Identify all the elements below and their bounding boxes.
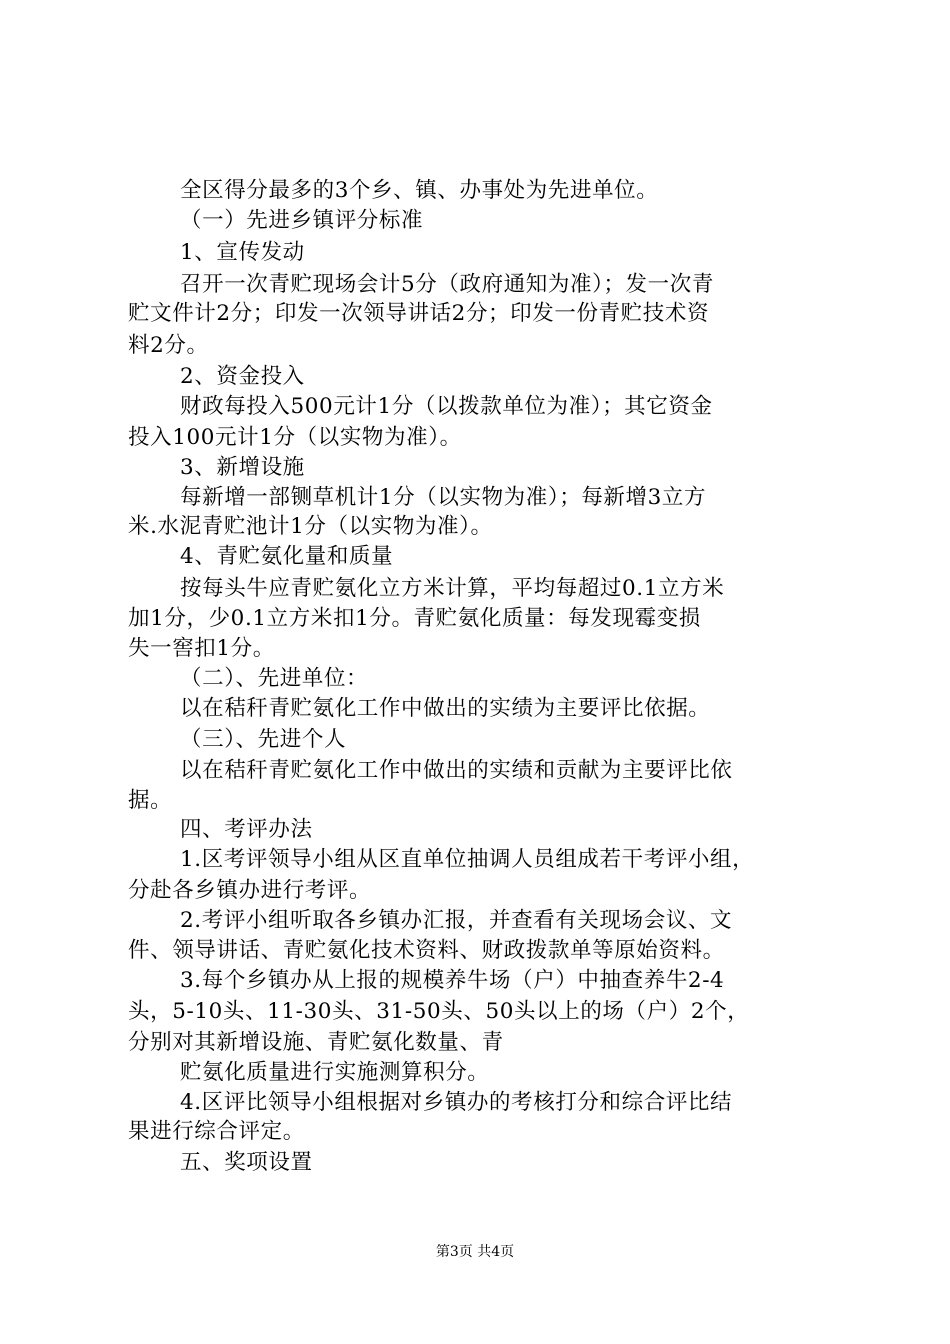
body-line: 投入100元计1分（以实物为准）。 bbox=[128, 425, 462, 450]
body-line: 料2分。 bbox=[128, 333, 209, 358]
body-line: 2.考评小组听取各乡镇办汇报，并查看有关现场会议、文 bbox=[180, 908, 733, 933]
body-line: 1.区考评领导小组从区直单位抽调人员组成若干考评小组， bbox=[180, 847, 755, 872]
body-line: 加1分，少0.1立方米扣1分。青贮氨化质量：每发现霉变损 bbox=[128, 606, 701, 631]
subsection-heading: 3、新增设施 bbox=[180, 455, 305, 480]
body-line: 米.水泥青贮池计1分（以实物为准）。 bbox=[128, 514, 493, 539]
body-line: 贮文件计2分；印发一次领导讲话2分；印发一份青贮技术资 bbox=[128, 301, 710, 326]
section-heading: （三）、先进个人 bbox=[180, 727, 347, 752]
body-line: 3.每个乡镇办从上报的规模养牛场（户）中抽查养牛2-4 bbox=[180, 968, 725, 993]
section-heading: （一）先进乡镇评分标准 bbox=[180, 208, 424, 233]
section-heading: （二）、先进单位： bbox=[180, 666, 369, 691]
body-line: 失一窖扣1分。 bbox=[128, 636, 275, 661]
body-line: 据。 bbox=[128, 788, 173, 813]
page-number-footer: 第3页 共4页 bbox=[435, 1244, 515, 1260]
body-line: 全区得分最多的3个乡、镇、办事处为先进单位。 bbox=[180, 178, 659, 203]
body-line: 件、领导讲话、青贮氨化技术资料、财政拨款单等原始资料。 bbox=[128, 938, 725, 963]
subsection-heading: 2、资金投入 bbox=[180, 364, 305, 389]
section-heading: 四、考评办法 bbox=[180, 817, 313, 842]
body-line: 每新增一部铡草机计1分（以实物为准）；每新增3立方 bbox=[180, 485, 707, 510]
section-heading: 五、奖项设置 bbox=[180, 1150, 313, 1175]
body-line: 头，5-10头、11-30头、31-50头、50头以上的场（户）2个， bbox=[128, 999, 750, 1024]
body-line: 召开一次青贮现场会计5分（政府通知为准）；发一次青 bbox=[180, 272, 714, 297]
body-line: 以在秸秆青贮氨化工作中做出的实绩为主要评比依据。 bbox=[180, 696, 711, 721]
body-line: 财政每投入500元计1分（以拨款单位为准）；其它资金 bbox=[180, 394, 713, 419]
body-line: 贮氨化质量进行实施测算积分。 bbox=[180, 1060, 490, 1085]
subsection-heading: 1、宣传发动 bbox=[180, 240, 305, 265]
body-line: 果进行综合评定。 bbox=[128, 1119, 305, 1144]
body-line: 分赴各乡镇办进行考评。 bbox=[128, 878, 372, 903]
body-line: 分别对其新增设施、青贮氨化数量、青 bbox=[128, 1030, 504, 1055]
body-line: 以在秸秆青贮氨化工作中做出的实绩和贡献为主要评比依 bbox=[180, 758, 733, 783]
body-line: 4.区评比领导小组根据对乡镇办的考核打分和综合评比结 bbox=[180, 1090, 733, 1115]
body-line: 按每头牛应青贮氨化立方米计算，平均每超过0.1立方米 bbox=[180, 576, 725, 601]
subsection-heading: 4、青贮氨化量和质量 bbox=[180, 544, 394, 569]
